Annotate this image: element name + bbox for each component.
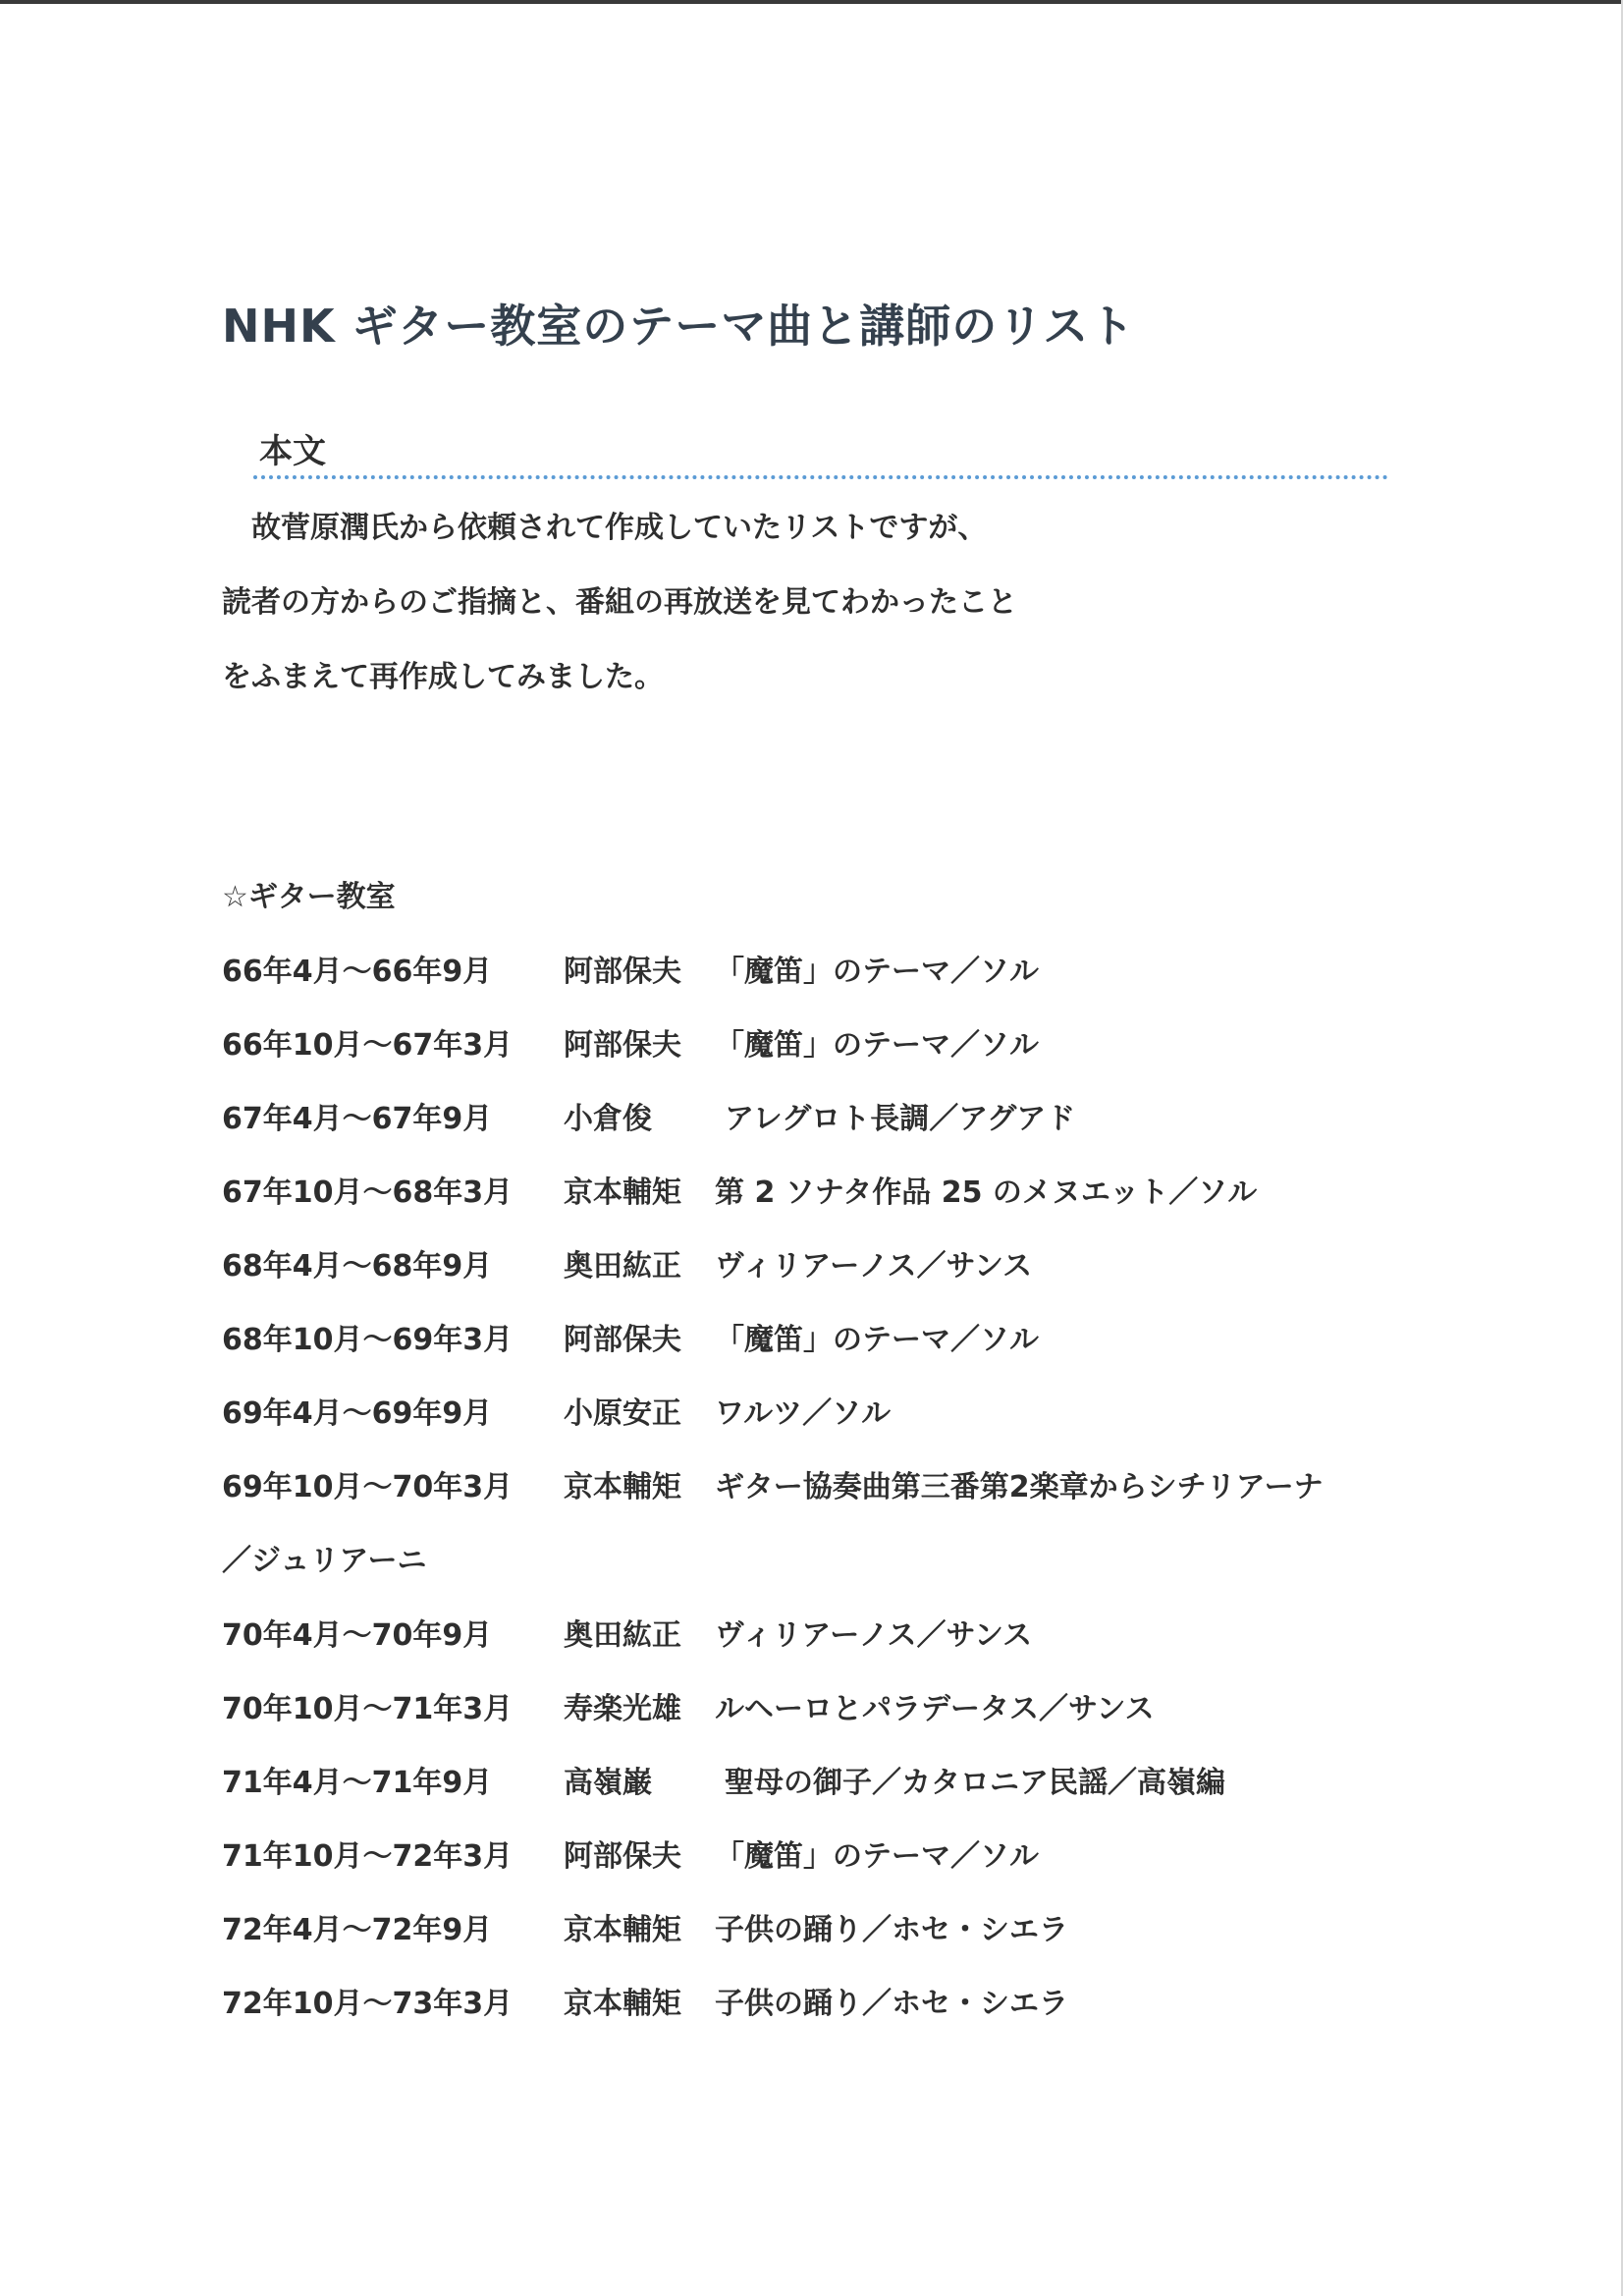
- entry-teacher: 寿楽光雄: [564, 1692, 681, 1726]
- entry-period: 66年10月～67年3月: [222, 1028, 514, 1063]
- entry-piece: ギター協奏曲第三番第2楽章からシチリアーナ: [715, 1470, 1324, 1504]
- entry-piece: ヴィリアーノス／サンス: [715, 1618, 1033, 1653]
- entry-period: 68年4月～68年9月: [222, 1249, 493, 1284]
- intro-line: 読者の方からのご指摘と、番組の再放送を見てわかったこと: [222, 585, 1017, 620]
- entry-piece: ルヘーロとパラデータス／サンス: [715, 1692, 1155, 1726]
- entry-period: 68年10月～69年3月: [222, 1323, 514, 1357]
- entry-teacher: 阿部保夫: [564, 1028, 681, 1063]
- entry-piece: ヴィリアーノス／サンス: [715, 1249, 1033, 1284]
- entry-teacher: 京本輔矩: [564, 1987, 681, 2021]
- entry-piece: 「魔笛」のテーマ／ソル: [715, 1323, 1039, 1357]
- entry-period: 70年4月～70年9月: [222, 1618, 493, 1653]
- page-title: NHK ギター教室のテーマ曲と講師のリスト: [222, 300, 1136, 353]
- entry-piece: 「魔笛」のテーマ／ソル: [715, 1028, 1039, 1063]
- entry-teacher: 京本輔矩: [564, 1913, 681, 1947]
- entry-teacher: 奥田紘正: [564, 1618, 681, 1653]
- entry-teacher: 京本輔矩: [564, 1470, 681, 1504]
- section-heading: 本文: [259, 432, 326, 471]
- entry-continuation: ／ジュリアーニ: [222, 1544, 427, 1578]
- entry-piece: アレグロト長調／アグアド: [725, 1102, 1076, 1136]
- entry-teacher: 小原安正: [564, 1396, 681, 1431]
- entry-period: 71年4月～71年9月: [222, 1766, 493, 1800]
- entry-teacher: 京本輔矩: [564, 1175, 681, 1210]
- entry-piece: 「魔笛」のテーマ／ソル: [715, 955, 1039, 989]
- entry-period: 70年10月～71年3月: [222, 1692, 514, 1726]
- entry-piece: 第 2 ソナタ作品 25 のメヌエット／ソル: [715, 1175, 1258, 1210]
- entry-teacher: 阿部保夫: [564, 1839, 681, 1874]
- entry-piece: 子供の踊り／ホセ・シエラ: [715, 1913, 1068, 1947]
- entry-teacher: 阿部保夫: [564, 955, 681, 989]
- list-heading: ☆ギター教室: [222, 880, 396, 914]
- entry-piece: ワルツ／ソル: [715, 1396, 892, 1431]
- page-top-edge: [0, 0, 1623, 4]
- entry-teacher: 高嶺巌: [564, 1766, 652, 1800]
- entry-period: 72年4月～72年9月: [222, 1913, 493, 1947]
- entry-piece: 聖母の御子／カタロニア民謡／高嶺編: [725, 1766, 1225, 1800]
- dotted-divider: [253, 475, 1388, 479]
- intro-line: をふまえて再作成してみました。: [222, 660, 664, 694]
- entry-teacher: 奥田紘正: [564, 1249, 681, 1284]
- entry-period: 66年4月～66年9月: [222, 955, 493, 989]
- entry-period: 69年4月～69年9月: [222, 1396, 493, 1431]
- entry-period: 67年4月～67年9月: [222, 1102, 493, 1136]
- entry-teacher: 阿部保夫: [564, 1323, 681, 1357]
- entry-period: 67年10月～68年3月: [222, 1175, 514, 1210]
- entry-period: 71年10月～72年3月: [222, 1839, 514, 1874]
- intro-line: 故菅原潤氏から依頼されて作成していたリストですが、: [222, 511, 988, 545]
- entry-piece: 子供の踊り／ホセ・シエラ: [715, 1987, 1068, 2021]
- entry-piece: 「魔笛」のテーマ／ソル: [715, 1839, 1039, 1874]
- entry-period: 72年10月～73年3月: [222, 1987, 514, 2021]
- entry-teacher: 小倉俊: [564, 1102, 652, 1136]
- entry-period: 69年10月～70年3月: [222, 1470, 514, 1504]
